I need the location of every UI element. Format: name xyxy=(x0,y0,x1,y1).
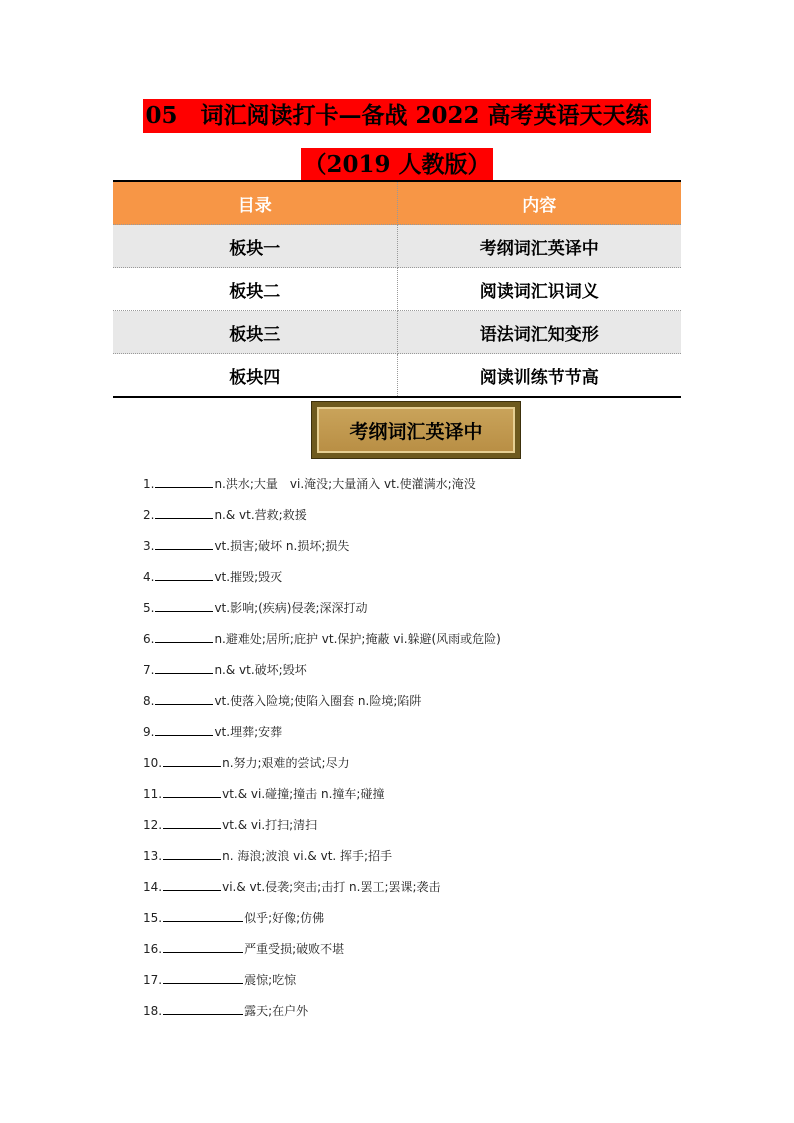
document-title xyxy=(0,99,794,179)
item-definition: n.努力;艰难的尝试;尽力 xyxy=(222,756,350,770)
list-item xyxy=(143,939,703,970)
item-number: 14. xyxy=(143,880,163,894)
item-number: 3. xyxy=(143,539,155,553)
answer-blank[interactable] xyxy=(155,691,213,705)
section-heading-box xyxy=(311,401,521,459)
list-item xyxy=(143,629,703,660)
answer-blank[interactable] xyxy=(155,660,213,674)
item-number: 17. xyxy=(143,973,163,987)
vocabulary-list xyxy=(143,474,703,1032)
list-item xyxy=(143,536,703,567)
title-line-1: 05 词汇阅读打卡—备战 2022 高考英语天天练 xyxy=(143,99,650,133)
section-content: 语法词汇知变形 xyxy=(397,311,681,354)
section-label: 板块一 xyxy=(113,225,397,268)
section-content: 阅读词汇识词义 xyxy=(397,268,681,311)
list-item xyxy=(143,598,703,629)
answer-blank[interactable] xyxy=(155,722,213,736)
section-label: 板块四 xyxy=(113,354,397,398)
section-content: 阅读训练节节高 xyxy=(397,354,681,398)
answer-blank[interactable] xyxy=(163,939,243,953)
item-definition: n. 海浪;波浪 vi.& vt. 挥手;招手 xyxy=(222,849,393,863)
contents-row xyxy=(113,311,681,354)
list-item xyxy=(143,505,703,536)
answer-blank[interactable] xyxy=(163,970,243,984)
item-definition: vt.& vi.打扫;清扫 xyxy=(222,818,318,832)
item-number: 1. xyxy=(143,477,155,491)
section-label: 板块二 xyxy=(113,268,397,311)
item-number: 7. xyxy=(143,663,155,677)
list-item xyxy=(143,846,703,877)
item-definition: vi.& vt.侵袭;突击;击打 n.罢工;罢课;袭击 xyxy=(222,880,441,894)
list-item xyxy=(143,815,703,846)
item-number: 13. xyxy=(143,849,163,863)
item-definition: vt.摧毁;毁灭 xyxy=(214,570,283,584)
item-definition: n.& vt.破坏;毁坏 xyxy=(214,663,307,677)
answer-blank[interactable] xyxy=(163,877,221,891)
header-directory: 目录 xyxy=(113,181,397,225)
item-definition: vt.损害;破坏 n.损坏;损失 xyxy=(214,539,350,553)
answer-blank[interactable] xyxy=(163,846,221,860)
answer-blank[interactable] xyxy=(155,567,213,581)
answer-blank[interactable] xyxy=(163,784,221,798)
item-number: 4. xyxy=(143,570,155,584)
list-item xyxy=(143,474,703,505)
item-definition: vt.埋葬;安葬 xyxy=(214,725,283,739)
list-item xyxy=(143,691,703,722)
list-item xyxy=(143,660,703,691)
item-definition: 露天;在户外 xyxy=(244,1004,309,1018)
item-definition: n.避难处;居所;庇护 vt.保护;掩蔽 vi.躲避(风雨或危险) xyxy=(214,632,501,646)
item-number: 15. xyxy=(143,911,163,925)
contents-header-row xyxy=(113,181,681,225)
section-label: 板块三 xyxy=(113,311,397,354)
title-line-2: （2019 人教版） xyxy=(301,148,492,182)
item-number: 9. xyxy=(143,725,155,739)
answer-blank[interactable] xyxy=(163,1001,243,1015)
item-number: 12. xyxy=(143,818,163,832)
item-number: 18. xyxy=(143,1004,163,1018)
item-number: 8. xyxy=(143,694,155,708)
contents-table xyxy=(113,180,681,398)
item-definition: 似乎;好像;仿佛 xyxy=(244,911,325,925)
list-item xyxy=(143,877,703,908)
contents-row xyxy=(113,354,681,398)
header-content: 内容 xyxy=(397,181,681,225)
contents-row xyxy=(113,268,681,311)
item-definition: vt.影响;(疾病)侵袭;深深打动 xyxy=(214,601,368,615)
item-definition: vt.使落入险境;使陷入圈套 n.险境;陷阱 xyxy=(214,694,422,708)
answer-blank[interactable] xyxy=(163,815,221,829)
section-heading: 考纲词汇英译中 xyxy=(317,407,515,453)
answer-blank[interactable] xyxy=(155,536,213,550)
list-item xyxy=(143,908,703,939)
item-number: 2. xyxy=(143,508,155,522)
answer-blank[interactable] xyxy=(155,474,213,488)
list-item xyxy=(143,1001,703,1032)
item-number: 10. xyxy=(143,756,163,770)
answer-blank[interactable] xyxy=(155,598,213,612)
item-number: 5. xyxy=(143,601,155,615)
item-definition: n.& vt.营救;救援 xyxy=(214,508,307,522)
item-number: 11. xyxy=(143,787,163,801)
answer-blank[interactable] xyxy=(163,908,243,922)
contents-row xyxy=(113,225,681,268)
item-definition: 严重受损;破败不堪 xyxy=(244,942,345,956)
item-definition: 震惊;吃惊 xyxy=(244,973,297,987)
answer-blank[interactable] xyxy=(155,505,213,519)
list-item xyxy=(143,970,703,1001)
item-number: 6. xyxy=(143,632,155,646)
list-item xyxy=(143,753,703,784)
list-item xyxy=(143,784,703,815)
item-number: 16. xyxy=(143,942,163,956)
section-content: 考纲词汇英译中 xyxy=(397,225,681,268)
item-definition: n.洪水;大量 vi.淹没;大量涌入 vt.使灌满水;淹没 xyxy=(214,477,476,491)
answer-blank[interactable] xyxy=(163,753,221,767)
list-item xyxy=(143,722,703,753)
answer-blank[interactable] xyxy=(155,629,213,643)
list-item xyxy=(143,567,703,598)
item-definition: vt.& vi.碰撞;撞击 n.撞车;碰撞 xyxy=(222,787,385,801)
